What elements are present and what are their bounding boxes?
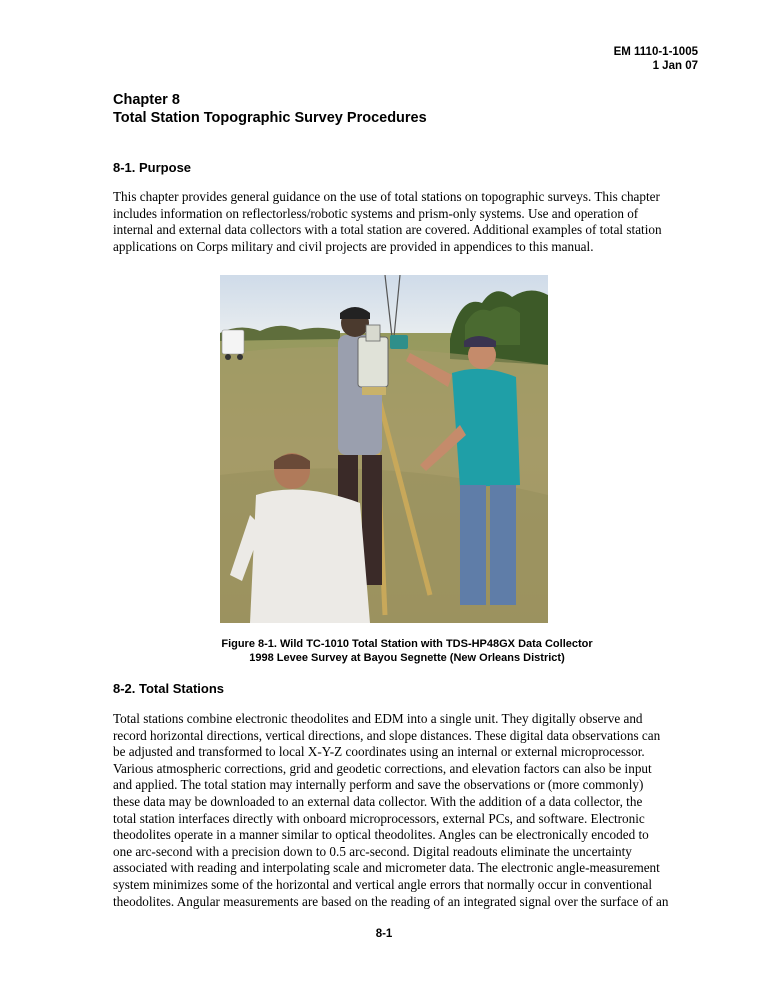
document-date: 1 Jan 07 xyxy=(652,60,698,72)
paragraph-line: Total stations combine electronic theodolites and EDM into a single unit. They digitally observe and xyxy=(113,711,643,726)
paragraph-line: internal and external data collectors with a total station are covered. Additional examples of total station xyxy=(113,222,662,238)
survey-photograph xyxy=(220,275,548,623)
section-heading-purpose: 8-1. Purpose xyxy=(113,160,192,175)
figure-caption xyxy=(113,638,701,665)
paragraph-line: includes information on reflectorless/robotic systems and prism-only systems. Use and operation of xyxy=(113,205,639,221)
figure-caption-line-2: 1998 Levee Survey at Bayou Segnette (New Orleans District) xyxy=(249,651,565,664)
paragraph-line: record horizontal directions, vertical directions, and slope distances. These digital data observations can xyxy=(113,727,661,743)
paragraph-line: applications on Corps military and civil projects are provided in appendices to this manual. xyxy=(113,238,594,254)
document-number: EM 1110-1-1005 xyxy=(613,46,698,58)
paragraph-line: This chapter provides general guidance on the use of total stations on topographic surveys. This chapter xyxy=(113,189,660,204)
paragraph-line: total station interfaces directly with onboard microprocessors, external PCs, and software. Electronic xyxy=(113,810,645,826)
survey-photo-illustration xyxy=(220,275,548,623)
paragraph-line: Various atmospheric corrections, grid and geodetic corrections, and elevation factors can also be input xyxy=(113,760,652,776)
paragraph-line: one arc-second with a precision down to 0.5 arc-second. Digital readouts eliminate the uncertainty xyxy=(113,843,632,859)
page-number: 8-1 xyxy=(375,928,393,940)
chapter-heading xyxy=(113,91,427,127)
paragraph-line: theodolites operate in a manner similar to optical theodolites. Angles can be electronically encoded to xyxy=(113,827,649,843)
chapter-number: Chapter 8 xyxy=(113,92,180,108)
paragraph-line: be adjusted and transformed to local X-Y-Z coordinates using an internal or external microprocessor. xyxy=(113,744,645,760)
paragraph-total-stations xyxy=(113,711,701,910)
figure-caption-line-1: Figure 8-1. Wild TC-1010 Total Station with TDS-HP48GX Data Collector xyxy=(221,638,593,650)
paragraph-line: these data may be downloaded to an external data collector. With the addition of a data collector, the xyxy=(113,793,643,809)
paragraph-line: theodolites. Angular measurements are based on the reading of an integrated signal over the surface of an xyxy=(113,893,669,909)
paragraph-line: associated with reading and interpolating scale and micrometer data. The electronic angle-measurement xyxy=(113,860,660,876)
document-header xyxy=(614,45,698,73)
chapter-title: Total Station Topographic Survey Procedures xyxy=(113,110,427,126)
paragraph-purpose xyxy=(113,189,701,255)
paragraph-line: and applied. The total station may internally perform and save the observations or (more commonly) xyxy=(113,777,644,793)
paragraph-line: system minimizes some of the horizontal and vertical angle errors that normally occur in conventional xyxy=(113,876,653,892)
section-heading-total-stations: 8-2. Total Stations xyxy=(113,681,224,696)
